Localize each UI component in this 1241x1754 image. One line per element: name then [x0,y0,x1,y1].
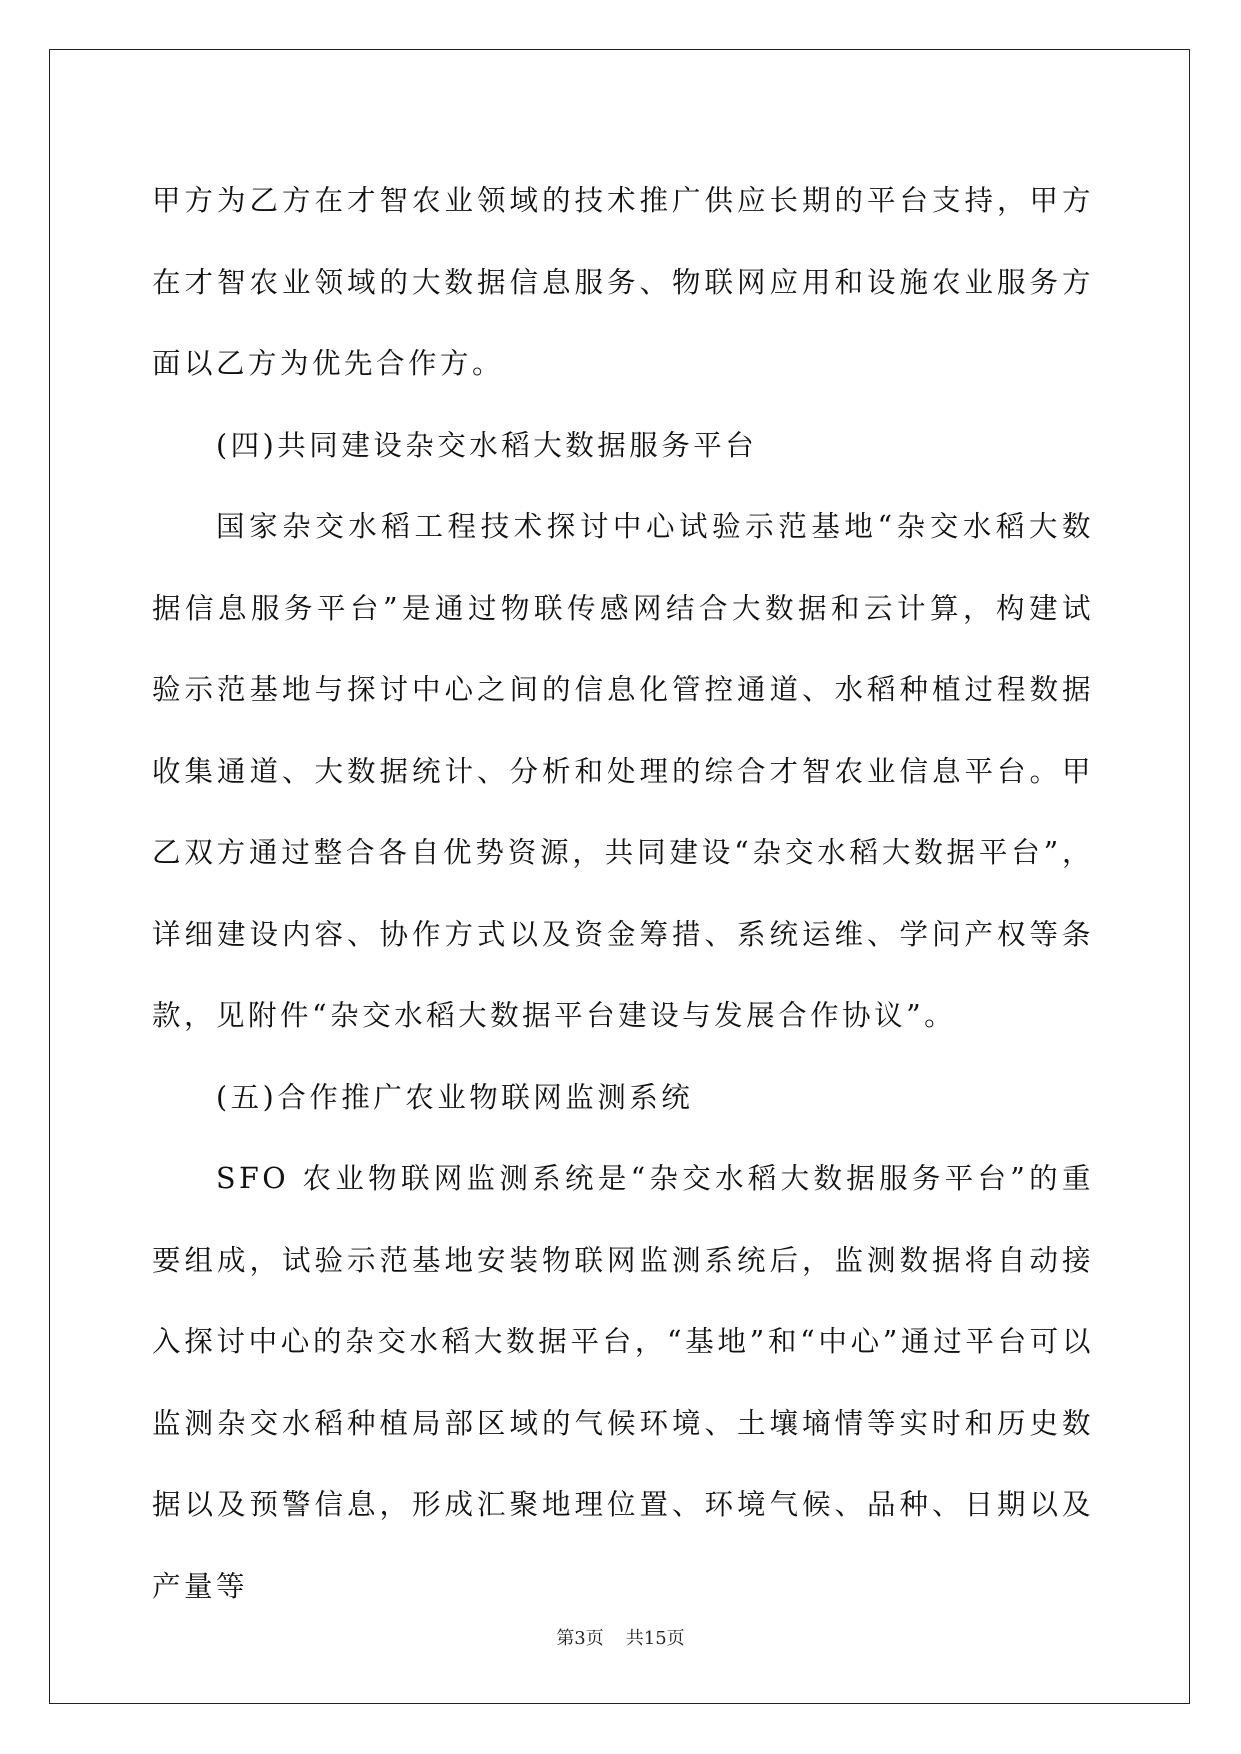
document-body [152,160,1094,1627]
section-heading: (五)合作推广农业物联网监测系统 [216,1080,694,1114]
section-heading: (四)共同建设杂交水稻大数据服务平台 [216,428,758,462]
body-paragraph: 甲方为乙方在才智农业领域的技术推广供应长期的平台支持，甲方在才智农业领域的大数据信息服务、物联网应用和设施农业服务方面以乙方为优先合作方。 [152,184,1094,380]
page-total: 共15页 [625,1628,685,1649]
page-footer [0,1624,1241,1650]
body-paragraph: 国家杂交水稻工程技术探讨中心试验示范基地“杂交水稻大数据信息服务平台”是通过物联传感网结合大数据和云计算，构建试验示范基地与探讨中心之间的信息化管控通道、水稻种植过程数据收集通道、大数据统计、分析和处理的综合才智农业信息平台。甲乙双方通过整合各自优势资源，共同建设“杂交水稻大数据平台”，详细建设内容、协作方式以及资金筹措、系统运维、学问产权等条款，见附件“杂交水稻大数据平台建设与发展合作协议”。 [152,510,1094,1032]
page-number: 第3页 [556,1628,604,1649]
body-paragraph: SFO 农业物联网监测系统是“杂交水稻大数据服务平台”的重要组成，试验示范基地安装物联网监测系统后，监测数据将自动接入探讨中心的杂交水稻大数据平台，“基地”和“中心”通过平台可以监测杂交水稻种植局部区域的气候环境、土壤墒情等实时和历史数据以及预警信息，形成汇聚地理位置、环境气候、品种、日期以及产量等 [152,1162,1094,1603]
